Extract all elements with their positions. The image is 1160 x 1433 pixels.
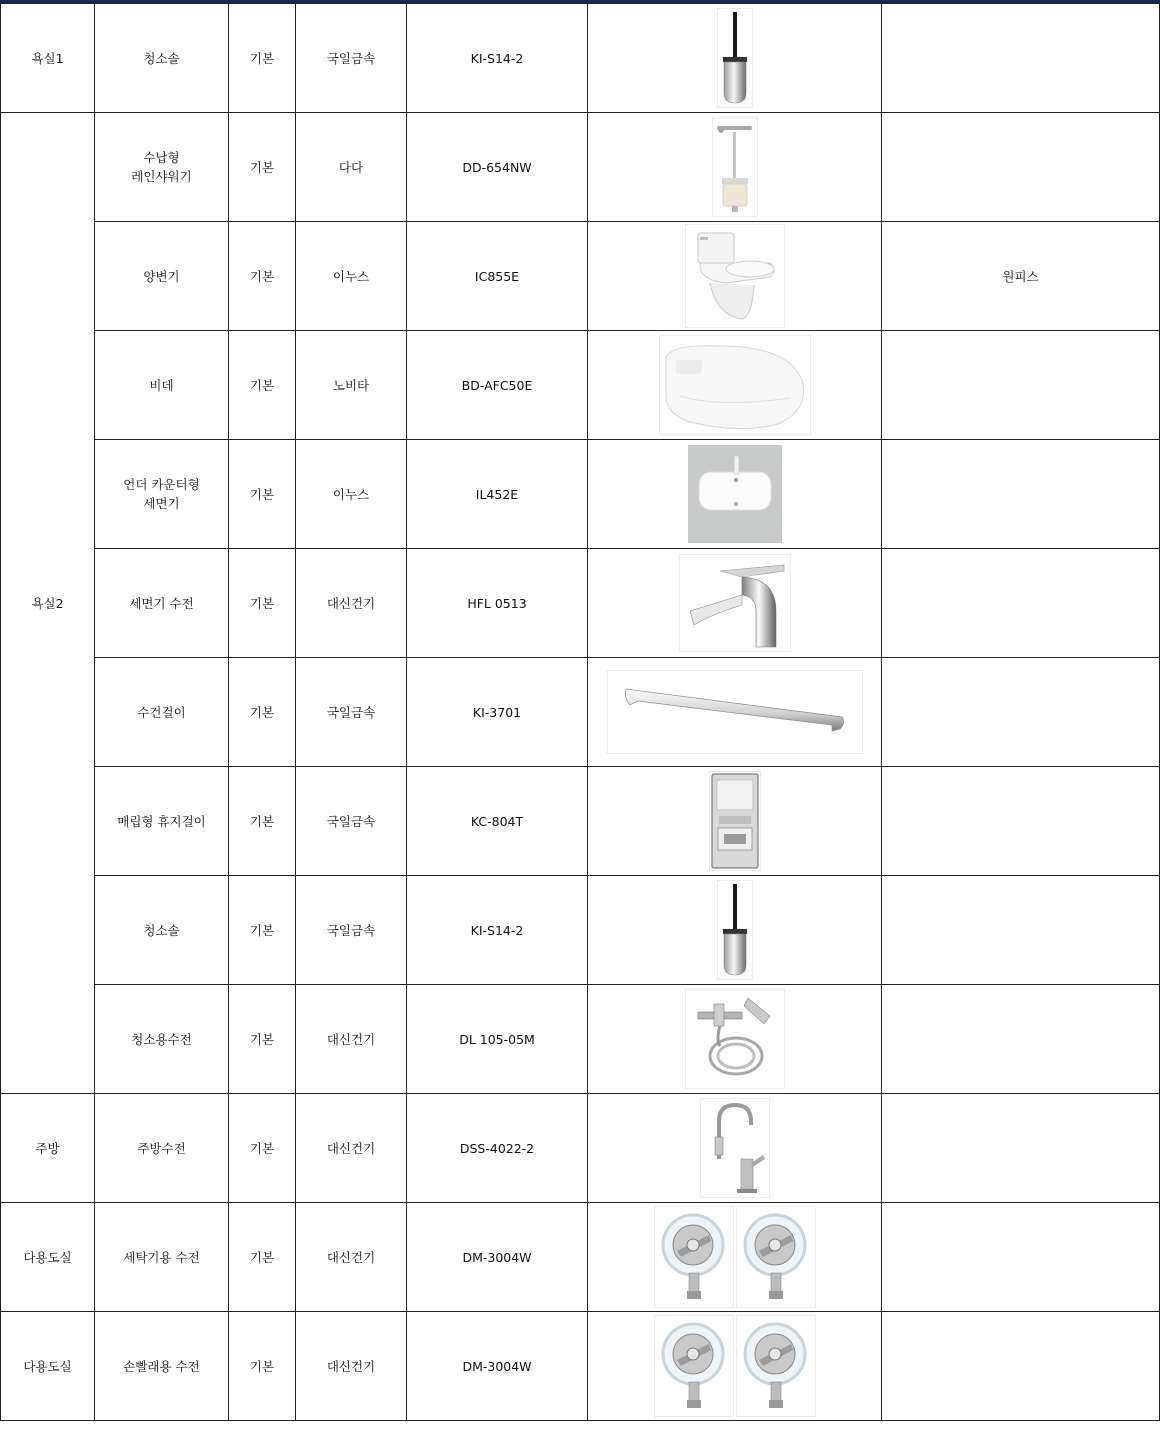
item-cell: 청소용수전 [95, 985, 229, 1094]
grade-cell: 기본 [229, 222, 296, 331]
bidet-image [659, 335, 811, 435]
washer-valve-image [736, 1206, 816, 1308]
table-row [1, 767, 1160, 876]
item-cell: 언더 카운터형 세면기 [95, 440, 229, 549]
brand-cell: 이누스 [296, 440, 407, 549]
towel-bar-image [607, 670, 863, 754]
item-cell: 청소솔 [95, 4, 229, 113]
brand-cell: 대신건기 [296, 549, 407, 658]
space-cell: 다용도실 [1, 1203, 95, 1312]
grade-cell: 기본 [229, 658, 296, 767]
image-cell [588, 658, 882, 767]
washbasin-image [688, 445, 782, 543]
model-cell: DD-654NW [407, 113, 588, 222]
rain-shower-image [712, 117, 758, 217]
grade-cell: 기본 [229, 876, 296, 985]
note-cell [882, 4, 1160, 113]
grade-cell: 기본 [229, 440, 296, 549]
model-cell: DM-3004W [407, 1312, 588, 1421]
grade-cell: 기본 [229, 767, 296, 876]
brand-cell: 이누스 [296, 222, 407, 331]
grade-cell: 기본 [229, 985, 296, 1094]
brand-cell: 국일금속 [296, 767, 407, 876]
image-cell [588, 549, 882, 658]
paper-holder-image [709, 771, 761, 871]
item-cell: 수납형 레인샤워기 [95, 113, 229, 222]
grade-cell: 기본 [229, 1312, 296, 1421]
note-cell [882, 658, 1160, 767]
cleaning-faucet-image [685, 989, 785, 1089]
image-cell [588, 4, 882, 113]
image-cell [588, 440, 882, 549]
grade-cell: 기본 [229, 1203, 296, 1312]
brand-cell: 대신건기 [296, 1094, 407, 1203]
washer-valve-image [654, 1206, 734, 1308]
image-cell [588, 876, 882, 985]
toilet-image [685, 224, 785, 328]
toilet-brush-image [717, 880, 753, 980]
brand-cell: 대신건기 [296, 1203, 407, 1312]
note-cell [882, 331, 1160, 440]
space-cell: 주방 [1, 1094, 95, 1203]
image-cell [588, 222, 882, 331]
model-cell: DL 105-05M [407, 985, 588, 1094]
table-row [1, 1203, 1160, 1312]
image-cell [588, 985, 882, 1094]
model-cell: IC855E [407, 222, 588, 331]
washer-valve-image [654, 1315, 734, 1417]
model-cell: DSS-4022-2 [407, 1094, 588, 1203]
table-row [1, 113, 1160, 222]
grade-cell: 기본 [229, 113, 296, 222]
brand-cell: 다다 [296, 113, 407, 222]
grade-cell: 기본 [229, 1094, 296, 1203]
fixture-spec-table [0, 3, 1160, 1421]
note-cell [882, 440, 1160, 549]
kitchen-faucet-image [700, 1098, 770, 1198]
table-row [1, 658, 1160, 767]
table-row [1, 1094, 1160, 1203]
item-cell: 매립형 휴지걸이 [95, 767, 229, 876]
table-row [1, 1312, 1160, 1421]
brand-cell: 노비타 [296, 331, 407, 440]
table-row [1, 985, 1160, 1094]
item-cell: 양변기 [95, 222, 229, 331]
space-cell: 욕실2 [1, 113, 95, 1094]
brand-cell: 대신건기 [296, 985, 407, 1094]
model-cell: DM-3004W [407, 1203, 588, 1312]
toilet-brush-image [717, 8, 753, 108]
item-cell: 세면기 수전 [95, 549, 229, 658]
item-cell: 손빨래용 수전 [95, 1312, 229, 1421]
note-cell: 원피스 [882, 222, 1160, 331]
grade-cell: 기본 [229, 549, 296, 658]
table-row [1, 331, 1160, 440]
item-cell: 주방수전 [95, 1094, 229, 1203]
item-cell: 세탁기용 수전 [95, 1203, 229, 1312]
note-cell [882, 113, 1160, 222]
washer-valve-pair [588, 1206, 881, 1308]
grade-cell: 기본 [229, 4, 296, 113]
table-row [1, 876, 1160, 985]
note-cell [882, 876, 1160, 985]
image-cell [588, 331, 882, 440]
washer-valve-pair [588, 1315, 881, 1417]
note-cell [882, 767, 1160, 876]
image-cell [588, 1203, 882, 1312]
washer-valve-image [736, 1315, 816, 1417]
image-cell [588, 113, 882, 222]
item-cell: 비데 [95, 331, 229, 440]
model-cell: KC-804T [407, 767, 588, 876]
basin-faucet-image [679, 554, 791, 652]
note-cell [882, 1094, 1160, 1203]
model-cell: HFL 0513 [407, 549, 588, 658]
model-cell: KI-S14-2 [407, 876, 588, 985]
table-row [1, 549, 1160, 658]
image-cell [588, 1094, 882, 1203]
note-cell [882, 1203, 1160, 1312]
model-cell: KI-3701 [407, 658, 588, 767]
item-cell: 수건걸이 [95, 658, 229, 767]
note-cell [882, 1312, 1160, 1421]
space-cell: 다용도실 [1, 1312, 95, 1421]
grade-cell: 기본 [229, 331, 296, 440]
table-row [1, 440, 1160, 549]
item-cell: 청소솔 [95, 876, 229, 985]
image-cell [588, 1312, 882, 1421]
note-cell [882, 549, 1160, 658]
brand-cell: 국일금속 [296, 4, 407, 113]
table-row [1, 4, 1160, 113]
brand-cell: 국일금속 [296, 658, 407, 767]
model-cell: IL452E [407, 440, 588, 549]
note-cell [882, 985, 1160, 1094]
model-cell: KI-S14-2 [407, 4, 588, 113]
brand-cell: 국일금속 [296, 876, 407, 985]
space-cell: 욕실1 [1, 4, 95, 113]
model-cell: BD-AFC50E [407, 331, 588, 440]
brand-cell: 대신건기 [296, 1312, 407, 1421]
table-row [1, 222, 1160, 331]
image-cell [588, 767, 882, 876]
